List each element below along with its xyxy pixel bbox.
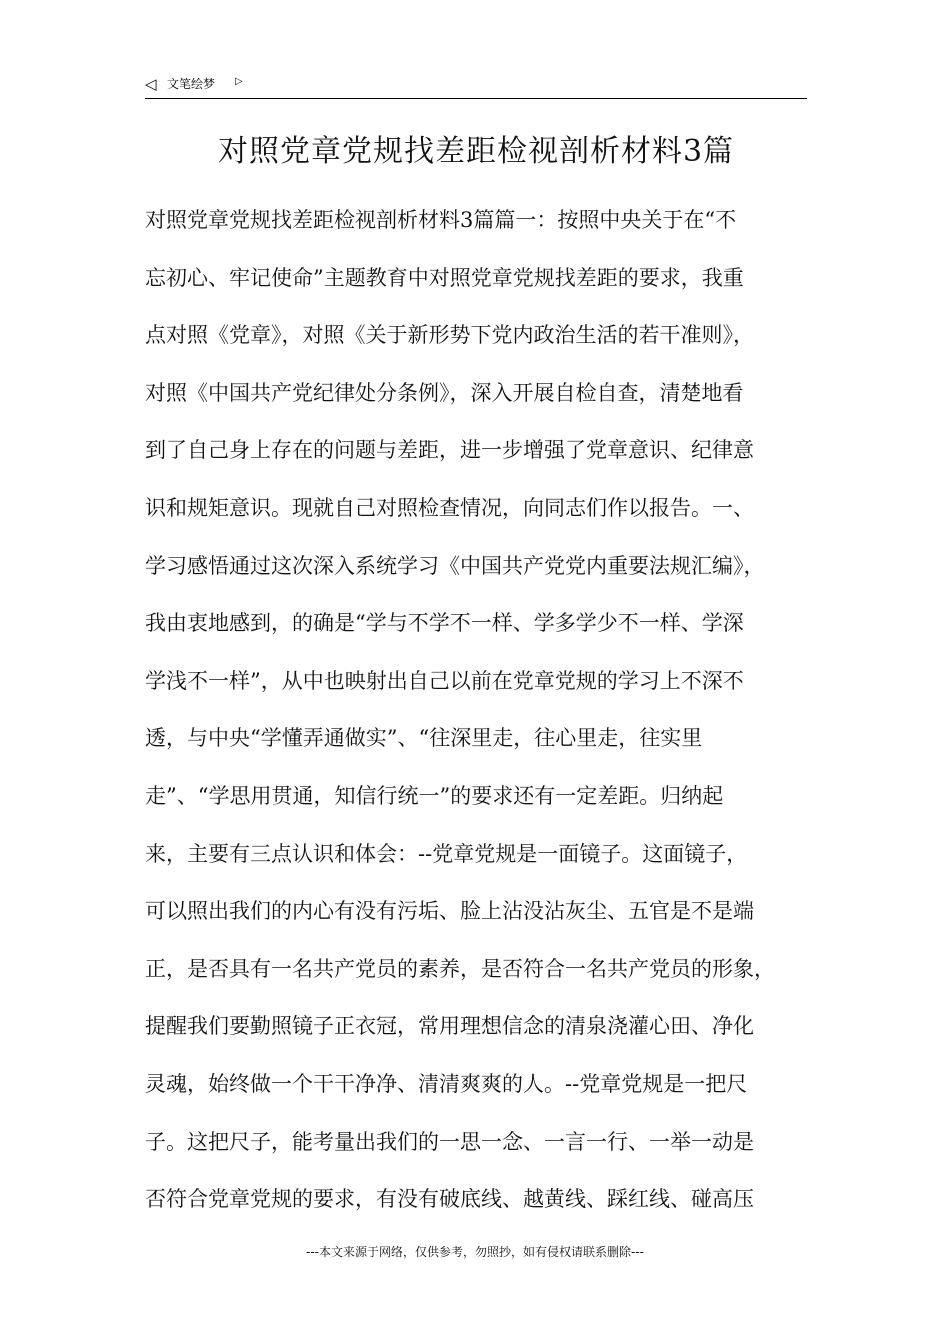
body-line: 来，主要有三点认识和体会：--党章党规是一面镜子。这面镜子， <box>145 841 748 866</box>
header-brand: 文笔绘梦 <box>167 77 216 91</box>
footer-disclaimer: ---本文来源于网络，仅供参考，勿照抄，如有侵权请联系删除--- <box>306 1245 644 1259</box>
body-line: 否符合党章党规的要求，有没有破底线、越黄线、踩红线、碰高压 <box>145 1187 754 1212</box>
body-line: 学习感悟通过这次深入系统学习《中国共产党党内重要法规汇编》， <box>145 553 765 578</box>
triangle-left-outline-icon: ◁ <box>145 75 157 93</box>
body-line: 对照《中国共产党纪律处分条例》，深入开展自检自查，清楚地看 <box>145 380 744 405</box>
body-line: 识和规矩意识。现就自己对照检查情况，向同志们作以报告。一、 <box>145 496 754 520</box>
body-line: 点对照《党章》，对照《关于新形势下党内政治生活的若干准则》， <box>145 323 754 348</box>
body-line: 学浅不一样”，从中也映射出自己以前在党章党规的学习上不深不 <box>145 668 744 693</box>
body-line: 我由衷地感到，的确是“学与不学不一样、学多学少不一样、学深 <box>145 611 744 636</box>
body-line: 正，是否具有一名共产党员的素养，是否符合一名共产党员的形象， <box>145 956 775 981</box>
page-header <box>145 72 807 99</box>
body-line: 子。这把尺子，能考量出我们的一思一念、一言一行、一举一动是 <box>145 1129 754 1154</box>
triangle-right-outline-icon: ▷ <box>235 76 243 87</box>
body-line: 提醒我们要勤照镜子正衣冠，常用理想信念的清泉浇灌心田、净化 <box>145 1014 754 1039</box>
body-line: 对照党章党规找差距检视剖析材料3篇篇一：按照中央关于在“不 <box>145 208 737 232</box>
body-line: 忘初心、牢记使命”主题教育中对照党章党规找差距的要求，我重 <box>145 265 744 290</box>
body-line: 到了自己身上存在的问题与差距，进一步增强了党章意识、纪律意 <box>145 438 754 463</box>
document-title: 对照党章党规找差距检视剖析材料3篇 <box>217 134 735 169</box>
body-line: 可以照出我们的内心有没有污垢、脸上沾没沾灰尘、五官是不是端 <box>145 899 754 924</box>
body-line: 透，与中央“学懂弄通做实”、“往深里走，往心里走，往实里 <box>145 726 703 751</box>
body-line: 灵魂，始终做一个干干净净、清清爽爽的人。--党章党规是一把尺 <box>145 1072 748 1096</box>
body-line: 走”、“学思用贯通，知信行统一”的要求还有一定差距。归纳起 <box>145 784 724 808</box>
